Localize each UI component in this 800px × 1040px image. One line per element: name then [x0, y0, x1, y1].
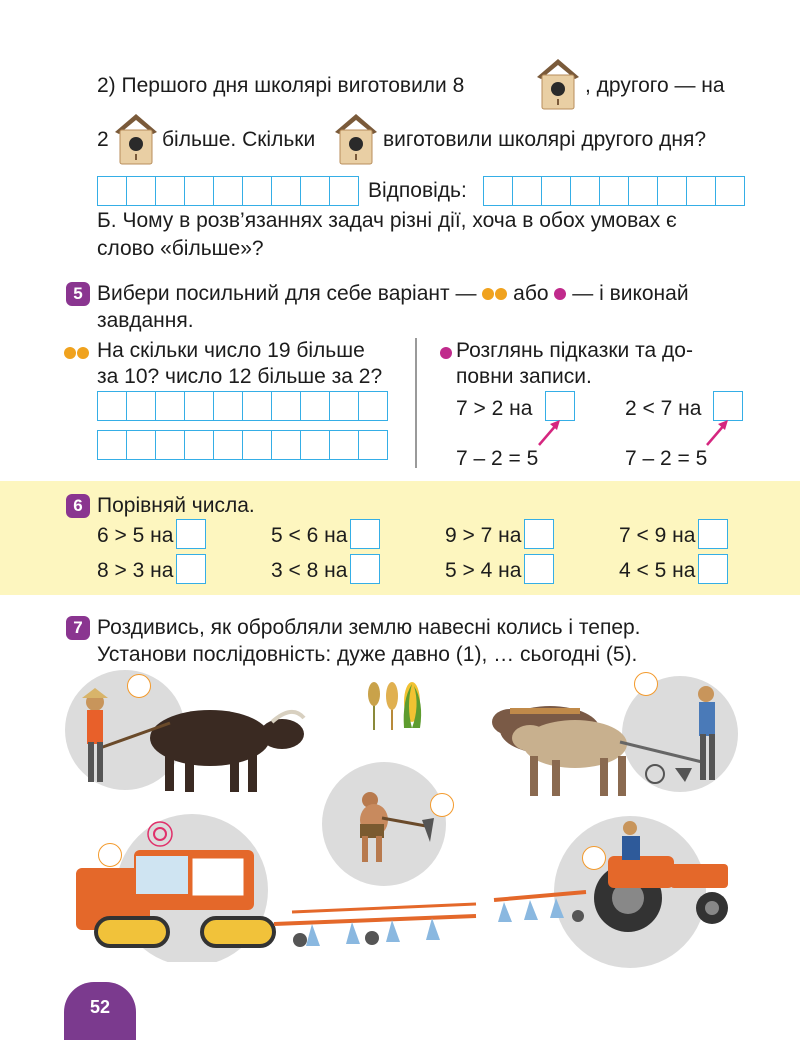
birdhouse-icon [113, 112, 159, 166]
orange-dot-icon [495, 288, 507, 300]
order-circle[interactable] [127, 674, 151, 698]
arrow-icon [704, 418, 732, 448]
task2-line1 [97, 72, 464, 99]
crops-icon [362, 676, 428, 732]
left-variant-line1: На скільки число 19 більше [97, 339, 365, 362]
left-variant-line2: за 10? число 12 більше за 2? [97, 365, 383, 388]
comparison-item [97, 521, 206, 551]
orange-dot-icon [77, 347, 89, 359]
comparison-item [271, 521, 380, 551]
comparison-box[interactable] [176, 519, 206, 549]
birdhouse-icon [535, 57, 581, 111]
task6-title: Порівняй числа. [97, 494, 255, 517]
modern-tractor-illustration [490, 812, 750, 968]
hint1-top [456, 395, 532, 422]
tracked-tractor-illustration [72, 812, 480, 962]
hint1-answer-box[interactable] [545, 391, 575, 421]
hint2-top [625, 395, 701, 422]
right-variant-line2: повни записи. [456, 365, 592, 388]
hint1-top-text: 7 > 2 на [456, 397, 533, 420]
comparison-text: 9 > 7 на [445, 524, 522, 547]
task5-line1 [97, 280, 689, 307]
comparison-box[interactable] [350, 519, 380, 549]
hint2-top-text: 2 < 7 на [625, 397, 702, 420]
order-circle[interactable] [582, 846, 606, 870]
comparison-item [445, 556, 554, 586]
comparison-box[interactable] [350, 554, 380, 584]
comparison-item [271, 556, 380, 586]
task5-badge: 5 [66, 282, 90, 306]
task2-line1-b [585, 72, 725, 99]
orange-dot-icon [482, 288, 494, 300]
solution-cells[interactable] [97, 176, 359, 206]
answer-cells[interactable] [483, 176, 745, 206]
comparison-box[interactable] [524, 519, 554, 549]
left-variant-cells-row2[interactable] [97, 430, 388, 460]
comparison-item [445, 521, 554, 551]
task5-line2: завдання. [97, 309, 194, 332]
task2-line2-b [162, 126, 315, 153]
task7-line1: Роздивись, як обробляли землю навесні колись і тепер. [97, 616, 641, 639]
right-variant-dot [440, 344, 452, 362]
magenta-dot-icon [440, 347, 452, 359]
task2-line2-text-c: виготовили школярі другого дня? [383, 128, 707, 151]
arrow-icon [536, 418, 564, 448]
task5-line1-text-c: — і виконай [572, 282, 689, 305]
comparison-text: 8 > 3 на [97, 559, 174, 582]
page-number: 52 [64, 982, 136, 1040]
question-b-line1: Б. Чому в розв’язаннях задач різні дії, хоча в обох умовах є [97, 209, 677, 232]
task2-line2-a [97, 126, 109, 153]
task5-line1-text-b: або [513, 282, 549, 305]
comparison-text: 6 > 5 на [97, 524, 174, 547]
birdhouse-icon [333, 112, 379, 166]
comparison-item [619, 521, 728, 551]
right-variant-line1: Розглянь підказки та до- [456, 339, 693, 362]
left-variant-dots [64, 344, 89, 362]
oxen-plough-illustration [470, 672, 760, 802]
orange-dot-icon [64, 347, 76, 359]
ox-plough-illustration [60, 668, 310, 798]
order-circle[interactable] [98, 843, 122, 867]
order-circle[interactable] [634, 672, 658, 696]
comparison-text: 7 < 9 на [619, 524, 696, 547]
task6-badge: 6 [66, 494, 90, 518]
comparison-text: 5 < 6 на [271, 524, 348, 547]
hint2-bottom: 7 – 2 = 5 [625, 447, 708, 470]
task2-line2-text-b: більше. Скільки [162, 128, 316, 151]
comparison-box[interactable] [176, 554, 206, 584]
comparison-box[interactable] [698, 554, 728, 584]
hint2-answer-box[interactable] [713, 391, 743, 421]
task2-line2-text-a: 2 [97, 128, 109, 151]
comparison-text: 3 < 8 на [271, 559, 348, 582]
task7-line2: Установи послідовність: дуже давно (1), … сьогодні (5). [97, 643, 638, 666]
variant-divider [415, 338, 417, 468]
comparison-item [97, 556, 206, 586]
task5-line1-text-a: Вибери посильний для себе варіант — [97, 282, 477, 305]
comparison-box[interactable] [698, 519, 728, 549]
left-variant-cells-row1[interactable] [97, 391, 388, 421]
hint1-bottom: 7 – 2 = 5 [456, 447, 539, 470]
comparison-text: 4 < 5 на [619, 559, 696, 582]
comparison-box[interactable] [524, 554, 554, 584]
task2-line1-text-a: 2) Першого дня школярі виготовили 8 [97, 74, 465, 97]
answer-label: Відповідь: [368, 179, 467, 202]
question-b-line2: слово «більше»? [97, 237, 264, 260]
comparison-text: 5 > 4 на [445, 559, 522, 582]
task2-line1-text-b: , другого — на [585, 74, 725, 97]
magenta-dot-icon [554, 288, 566, 300]
comparison-item [619, 556, 728, 586]
task7-badge: 7 [66, 616, 90, 640]
task2-line2-c [383, 126, 706, 153]
